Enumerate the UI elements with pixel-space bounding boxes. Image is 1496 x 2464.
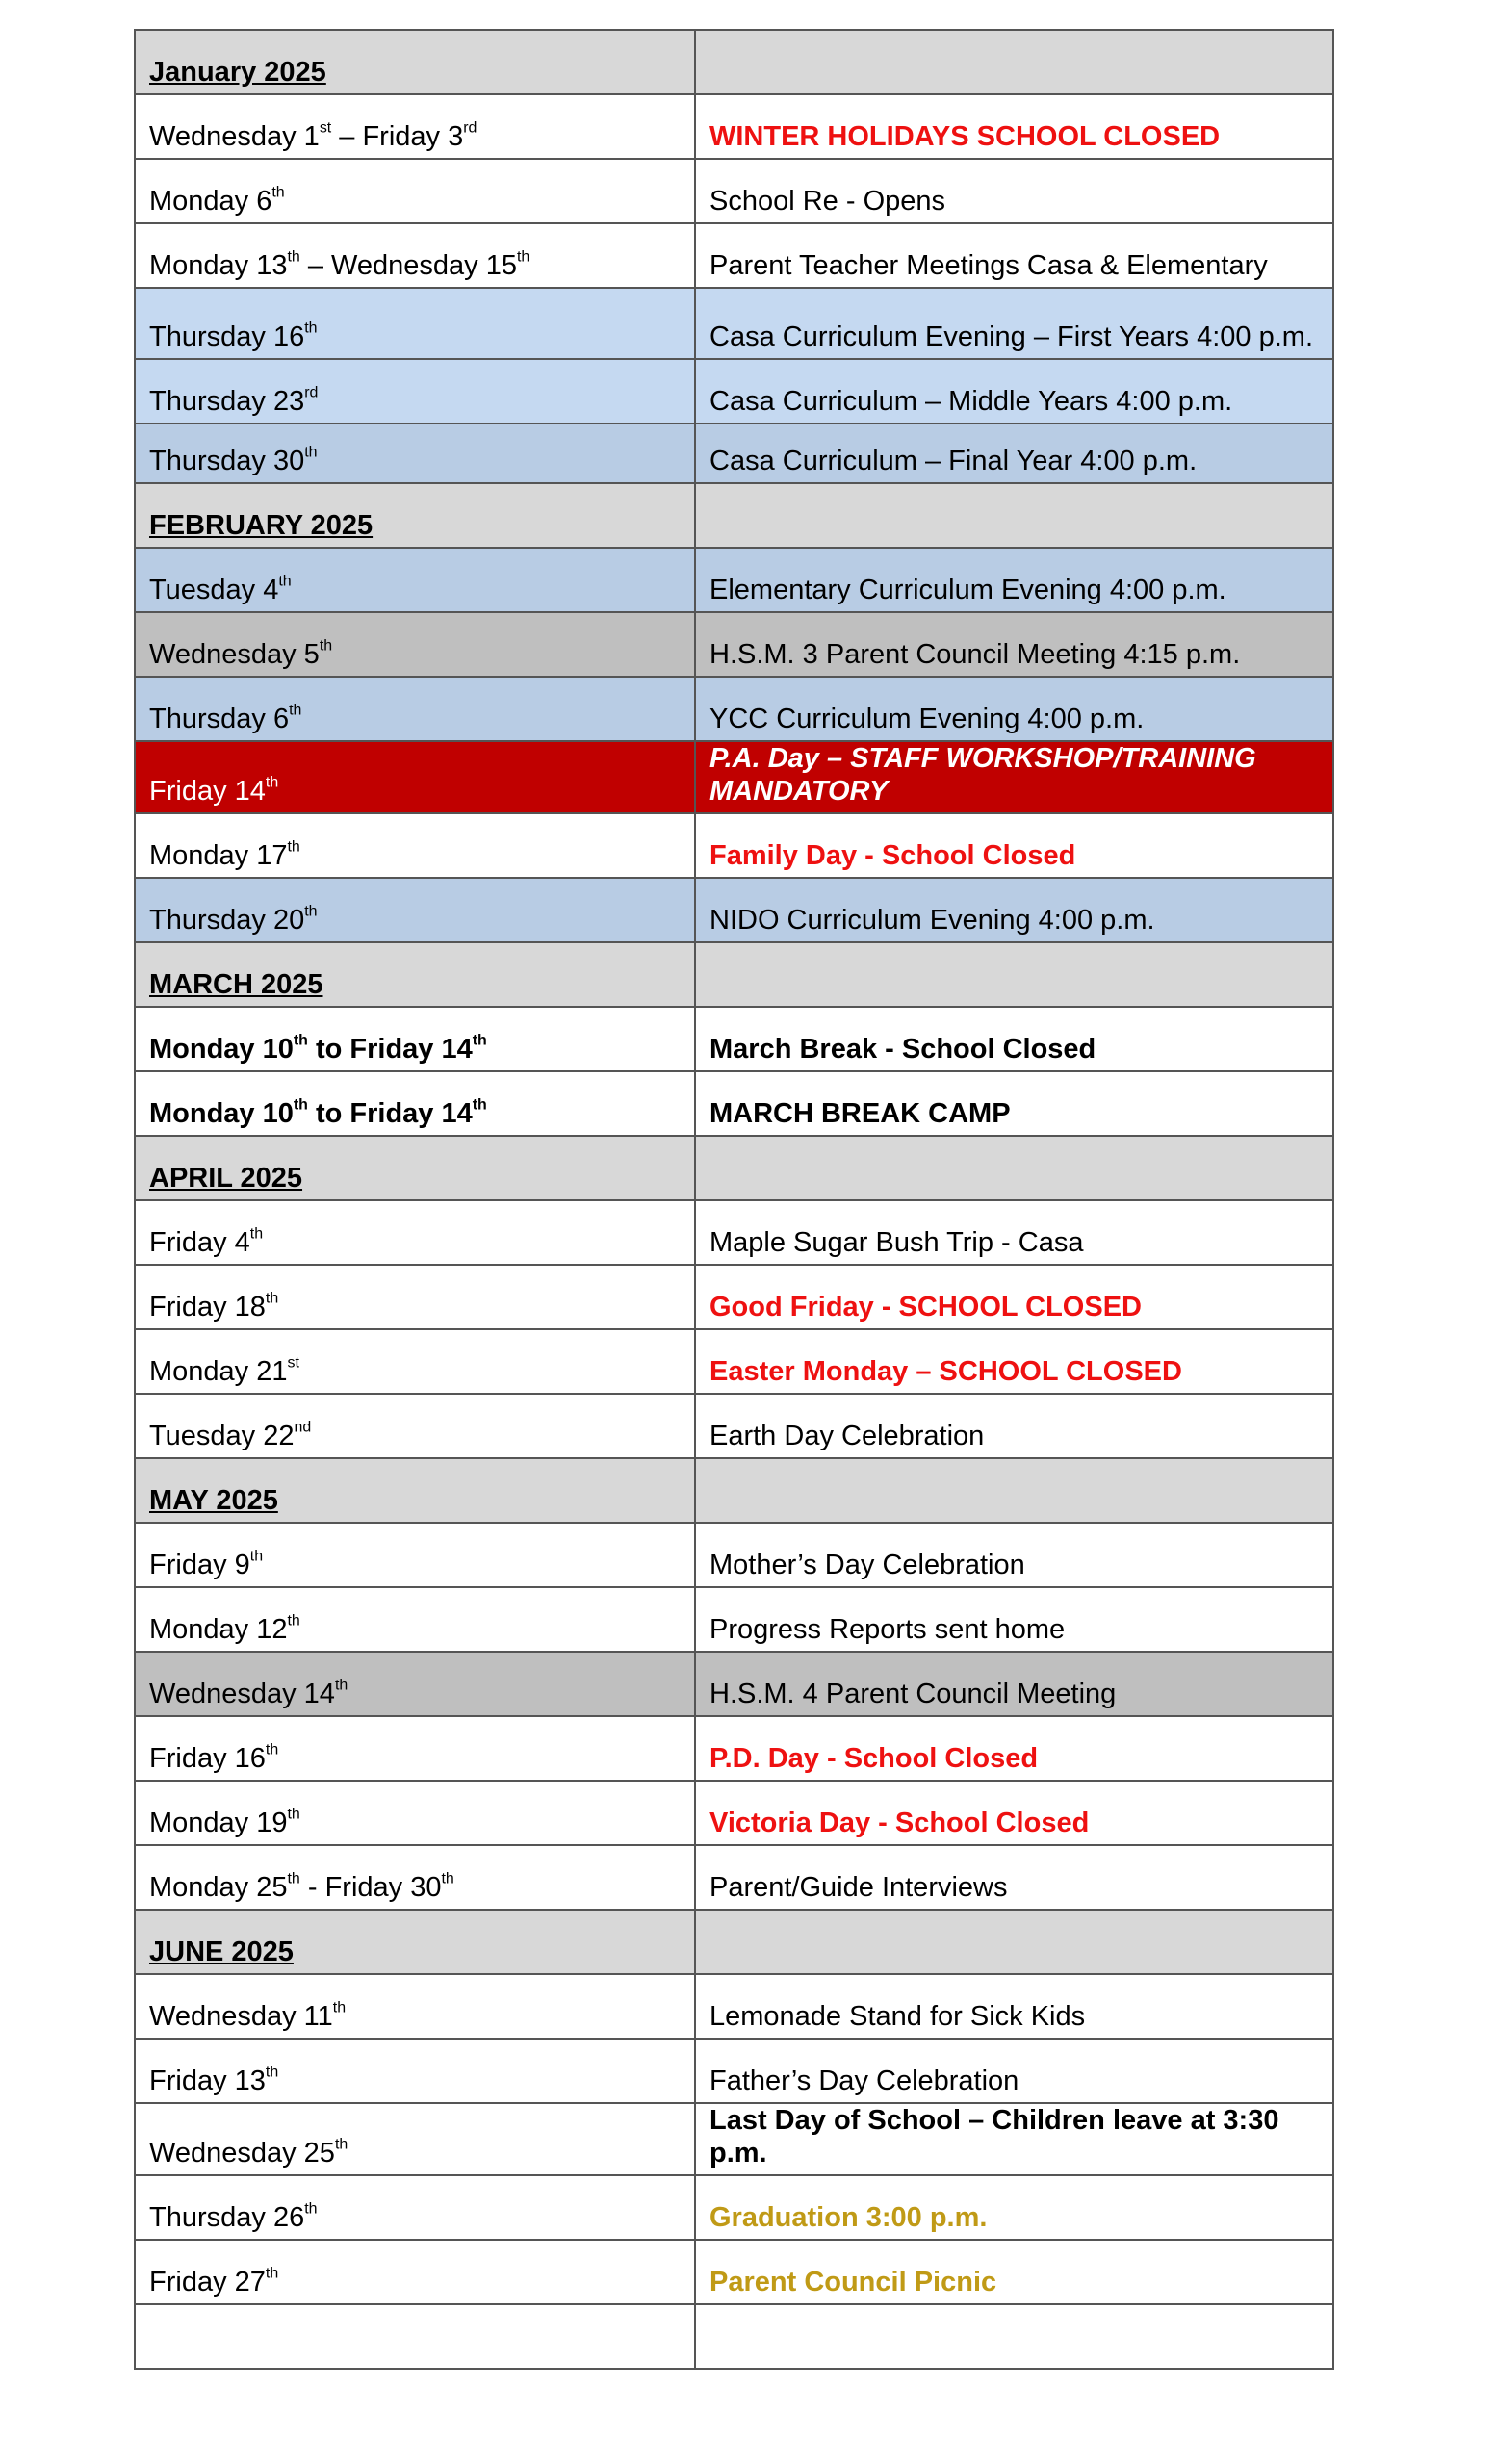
date-cell: Friday 16th [135, 1716, 695, 1781]
event-cell: March Break - School Closed [695, 1007, 1333, 1071]
event-cell: P.A. Day – STAFF WORKSHOP/TRAINING MANDATORY [695, 741, 1333, 813]
date-cell: Thursday 6th [135, 677, 695, 741]
calendar-row [135, 359, 1333, 424]
event-cell [695, 2304, 1333, 2369]
date-cell [135, 2304, 695, 2369]
month-header-blank [695, 1136, 1333, 1200]
calendar-row [135, 1071, 1333, 1136]
event-cell: WINTER HOLIDAYS SCHOOL CLOSED [695, 94, 1333, 159]
calendar-row [135, 1265, 1333, 1329]
calendar-row [135, 223, 1333, 288]
calendar-row [135, 94, 1333, 159]
month-header-row [135, 1910, 1333, 1974]
event-cell: MARCH BREAK CAMP [695, 1071, 1333, 1136]
date-cell: Monday 10th to Friday 14th [135, 1007, 695, 1071]
date-cell: Monday 21st [135, 1329, 695, 1394]
date-cell: Friday 27th [135, 2240, 695, 2304]
event-cell: Family Day - School Closed [695, 813, 1333, 878]
event-cell: Victoria Day - School Closed [695, 1781, 1333, 1845]
event-cell: Parent/Guide Interviews [695, 1845, 1333, 1910]
calendar-row [135, 1587, 1333, 1652]
date-cell: Friday 18th [135, 1265, 695, 1329]
date-cell: Monday 12th [135, 1587, 695, 1652]
event-cell: Casa Curriculum – Middle Years 4:00 p.m. [695, 359, 1333, 424]
calendar-row [135, 878, 1333, 942]
calendar-row [135, 1007, 1333, 1071]
date-cell: Monday 19th [135, 1781, 695, 1845]
calendar-row [135, 1200, 1333, 1265]
month-title: January 2025 [135, 30, 695, 94]
date-cell: Monday 25th - Friday 30th [135, 1845, 695, 1910]
date-cell: Thursday 26th [135, 2175, 695, 2240]
event-cell: Progress Reports sent home [695, 1587, 1333, 1652]
event-cell: Last Day of School – Children leave at 3:30 p.m. [695, 2103, 1333, 2175]
date-cell: Tuesday 22nd [135, 1394, 695, 1458]
event-cell: Parent Teacher Meetings Casa & Elementary [695, 223, 1333, 288]
event-cell: P.D. Day - School Closed [695, 1716, 1333, 1781]
event-cell: NIDO Curriculum Evening 4:00 p.m. [695, 878, 1333, 942]
event-cell: Parent Council Picnic [695, 2240, 1333, 2304]
event-cell: Easter Monday – SCHOOL CLOSED [695, 1329, 1333, 1394]
school-calendar-table [134, 29, 1334, 2370]
calendar-row [135, 2240, 1333, 2304]
calendar-row [135, 1523, 1333, 1587]
event-cell: YCC Curriculum Evening 4:00 p.m. [695, 677, 1333, 741]
date-cell: Monday 13th – Wednesday 15th [135, 223, 695, 288]
month-header-row [135, 1136, 1333, 1200]
event-cell: Mother’s Day Celebration [695, 1523, 1333, 1587]
calendar-row [135, 2304, 1333, 2369]
event-cell: School Re - Opens [695, 159, 1333, 223]
calendar-row [135, 1716, 1333, 1781]
event-cell: Maple Sugar Bush Trip - Casa [695, 1200, 1333, 1265]
calendar-row [135, 1394, 1333, 1458]
calendar-row [135, 1652, 1333, 1716]
event-cell: Lemonade Stand for Sick Kids [695, 1974, 1333, 2039]
calendar-row [135, 1329, 1333, 1394]
calendar-row [135, 677, 1333, 741]
date-cell: Wednesday 5th [135, 612, 695, 677]
date-cell: Thursday 20th [135, 878, 695, 942]
calendar-row [135, 1781, 1333, 1845]
date-cell: Monday 10th to Friday 14th [135, 1071, 695, 1136]
event-cell: Good Friday - SCHOOL CLOSED [695, 1265, 1333, 1329]
month-header-row [135, 30, 1333, 94]
month-header-blank [695, 1458, 1333, 1523]
month-title: JUNE 2025 [135, 1910, 695, 1974]
event-cell: Elementary Curriculum Evening 4:00 p.m. [695, 548, 1333, 612]
calendar-body [135, 30, 1333, 2369]
event-cell: Earth Day Celebration [695, 1394, 1333, 1458]
date-cell: Wednesday 14th [135, 1652, 695, 1716]
calendar-row [135, 288, 1333, 359]
date-cell: Friday 14th [135, 741, 695, 813]
date-cell: Monday 17th [135, 813, 695, 878]
event-cell: Graduation 3:00 p.m. [695, 2175, 1333, 2240]
date-cell: Thursday 23rd [135, 359, 695, 424]
calendar-row [135, 548, 1333, 612]
date-cell: Friday 13th [135, 2039, 695, 2103]
month-header-blank [695, 30, 1333, 94]
event-cell: Father’s Day Celebration [695, 2039, 1333, 2103]
date-cell: Wednesday 11th [135, 1974, 695, 2039]
month-header-blank [695, 1910, 1333, 1974]
date-cell: Thursday 30th [135, 424, 695, 483]
event-cell: H.S.M. 3 Parent Council Meeting 4:15 p.m. [695, 612, 1333, 677]
event-cell: Casa Curriculum – Final Year 4:00 p.m. [695, 424, 1333, 483]
calendar-row [135, 813, 1333, 878]
date-cell: Thursday 16th [135, 288, 695, 359]
date-cell: Wednesday 1st – Friday 3rd [135, 94, 695, 159]
month-header-row [135, 942, 1333, 1007]
month-title: MARCH 2025 [135, 942, 695, 1007]
date-cell: Friday 9th [135, 1523, 695, 1587]
calendar-row [135, 2103, 1333, 2175]
event-cell: Casa Curriculum Evening – First Years 4:00 p.m. [695, 288, 1333, 359]
calendar-row [135, 159, 1333, 223]
month-header-blank [695, 483, 1333, 548]
month-header-blank [695, 942, 1333, 1007]
date-cell: Tuesday 4th [135, 548, 695, 612]
calendar-row [135, 1974, 1333, 2039]
date-cell: Monday 6th [135, 159, 695, 223]
calendar-row [135, 2039, 1333, 2103]
calendar-row [135, 612, 1333, 677]
month-title: MAY 2025 [135, 1458, 695, 1523]
month-header-row [135, 1458, 1333, 1523]
month-title: FEBRUARY 2025 [135, 483, 695, 548]
calendar-row [135, 741, 1333, 813]
calendar-row [135, 1845, 1333, 1910]
month-header-row [135, 483, 1333, 548]
month-title: APRIL 2025 [135, 1136, 695, 1200]
calendar-row [135, 424, 1333, 483]
event-cell: H.S.M. 4 Parent Council Meeting [695, 1652, 1333, 1716]
calendar-row [135, 2175, 1333, 2240]
date-cell: Wednesday 25th [135, 2103, 695, 2175]
date-cell: Friday 4th [135, 1200, 695, 1265]
